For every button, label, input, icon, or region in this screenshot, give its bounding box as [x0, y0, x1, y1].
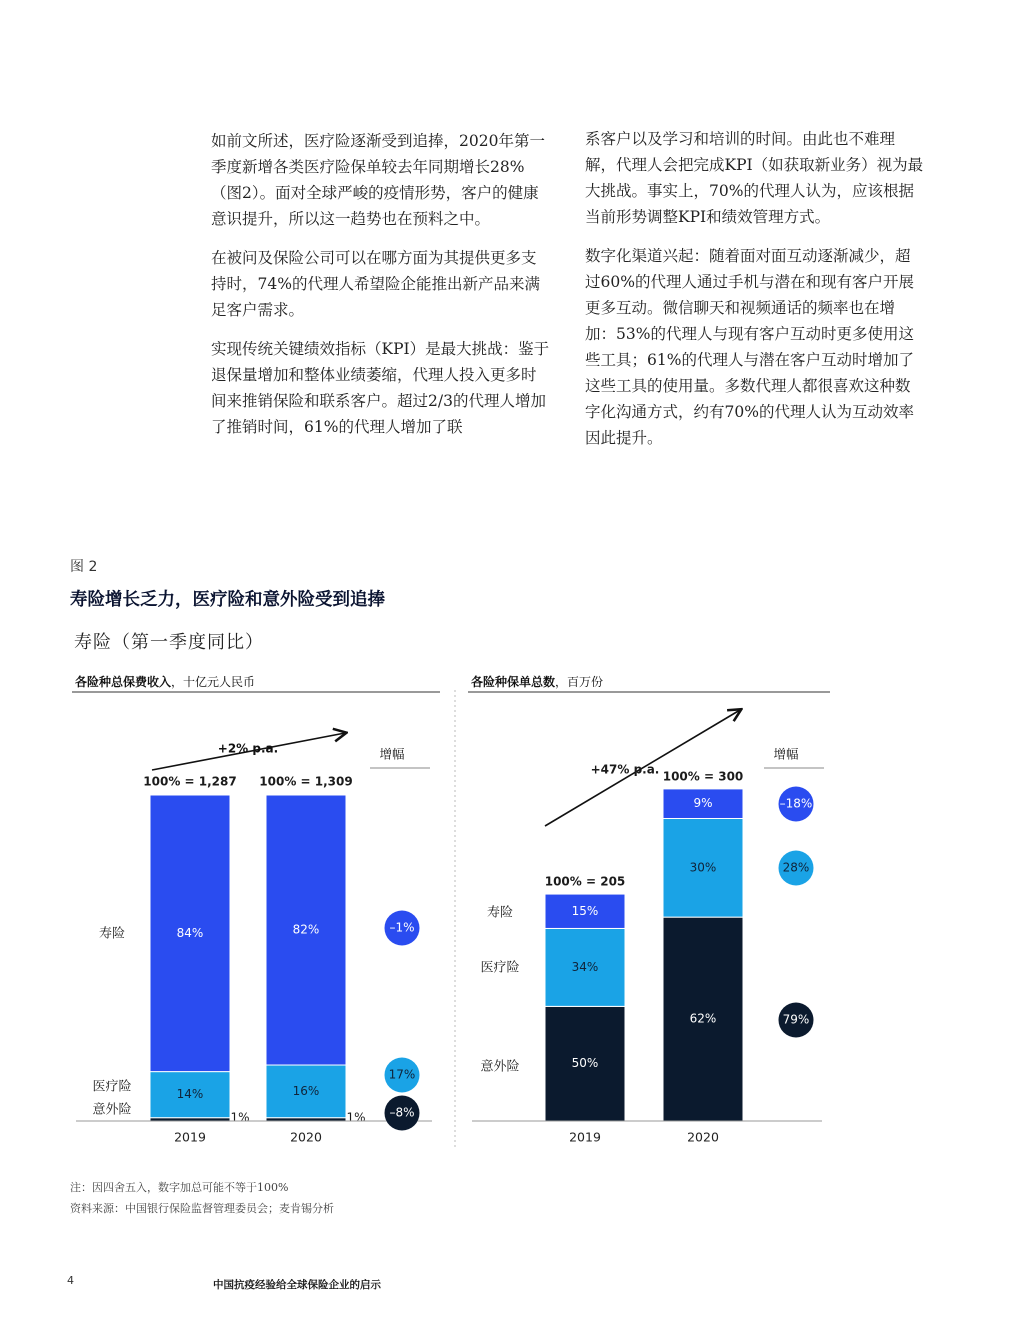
x-tick-label: 2019: [569, 1129, 601, 1145]
figure-label: 图 2: [70, 559, 98, 575]
bar-value-label: 15%: [571, 903, 599, 918]
paragraph: 实现传统关键绩效指标（KPI）是最大挑战：鉴于退保量增加和整体业绩萎缩，代理人投入更多时间来推销保险和联系客户。超过2/3的代理人增加了推销时间，61%的代理人增加了联: [211, 340, 550, 436]
series-label: 意外险: [480, 1059, 520, 1075]
growth-value: –8%: [389, 1105, 415, 1120]
series-label: 医疗险: [480, 960, 520, 976]
bar-total-label: 100% = 1,287: [143, 774, 237, 789]
x-tick-label: 2020: [687, 1129, 719, 1145]
series-label: 寿险: [98, 926, 126, 942]
series-label: 意外险: [92, 1102, 132, 1118]
paragraph: 在被问及保险公司可以在哪方面为其提供更多支持时，74%的代理人希望险企能推出新产品来满足客户需求。: [211, 249, 540, 319]
figure-title: 寿险增长乏力，医疗险和意外险受到追捧: [70, 590, 385, 610]
bar-value-label: 16%: [292, 1083, 320, 1098]
growth-value: –18%: [779, 796, 813, 811]
growth-rate-label: +2% p.a.: [217, 741, 279, 756]
paragraph: 数字化渠道兴起：随着面对面互动逐渐减少，超过60%的代理人通过手机与潜在和现有客户开展更多互动。微信聊天和视频通话的频率也在增加：53%的代理人与现有客户互动时更多使用这些工具；61%的代理人与潜在客户互动时增加了这些工具的使用量。多数代理人都很喜欢这种数字化沟通方式，约有70%的代理人认为互动效率因此提升。: [585, 247, 914, 447]
page-number: 4: [67, 1274, 74, 1287]
bar-total-label: 100% = 1,309: [259, 774, 353, 789]
bar-total-label: 100% = 300: [662, 769, 744, 784]
series-label: 医疗险: [92, 1079, 132, 1095]
bar-value-label: 1%: [230, 1110, 250, 1125]
bar-value-label: 34%: [571, 959, 599, 974]
bar-value-label: 84%: [176, 925, 204, 940]
paragraph: 如前文所述，医疗险逐渐受到追捧，2020年第一季度新增各类医疗险保单较去年同期增长28%（图2）。面对全球严峻的疫情形势，客户的健康意识提升，所以这一趋势也在预料之中。: [211, 132, 545, 228]
bar-value-label: 14%: [176, 1087, 204, 1102]
bar-value-label: 30%: [689, 860, 717, 875]
growth-value: 28%: [782, 860, 810, 875]
footer-doc-title: 中国抗疫经验给全球保险企业的启示: [213, 1279, 381, 1291]
x-tick-label: 2019: [174, 1129, 206, 1145]
paragraph: 系客户以及学习和培训的时间。由此也不难理解，代理人会把完成KPI（如获取新业务）视为最大挑战。事实上，70%的代理人认为，应该根据当前形势调整KPI和绩效管理方式。: [585, 130, 924, 226]
growth-value: 79%: [782, 1012, 810, 1027]
series-label: 寿险: [486, 905, 514, 921]
growth-value: 17%: [388, 1067, 416, 1082]
bar-value-label: 82%: [292, 922, 320, 937]
bar-value-label: 62%: [689, 1011, 717, 1026]
chart-title: 各险种保单总数，百万份: [471, 674, 604, 689]
bar-value-label: 1%: [346, 1110, 366, 1125]
chart-title: 各险种总保费收入，十亿元人民币: [75, 674, 256, 689]
bar-total-label: 100% = 205: [544, 874, 626, 889]
figure-note: 注：因四舍五入，数字加总可能不等于100%: [70, 1181, 289, 1194]
bar-value-label: 9%: [693, 796, 713, 811]
growth-header: 增幅: [379, 746, 405, 762]
growth-value: –1%: [389, 920, 415, 935]
bar-value-label: 50%: [571, 1056, 599, 1071]
figure-source: 资料来源：中国银行保险监督管理委员会；麦肯锡分析: [70, 1202, 334, 1215]
growth-header: 增幅: [773, 746, 799, 762]
x-tick-label: 2020: [290, 1129, 322, 1145]
figure-subtitle: 寿险（第一季度同比）: [74, 632, 264, 653]
growth-rate-label: +47% p.a.: [590, 762, 660, 777]
